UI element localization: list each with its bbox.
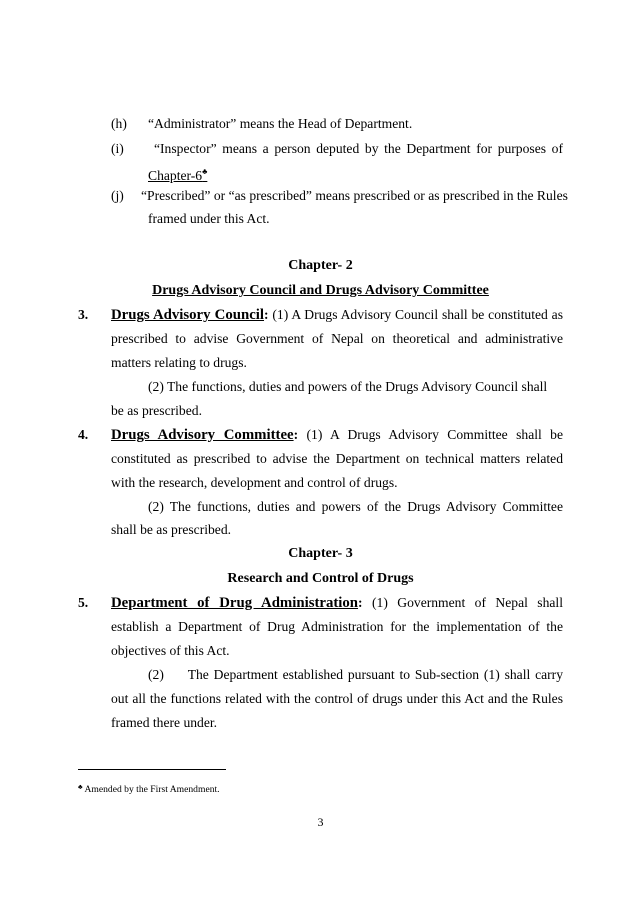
definition-j-text-line1: “Prescribed” or “as prescribed” means prescribed or as prescribed in the Rules xyxy=(141,188,568,203)
footnote-marker-icon: ♣ xyxy=(78,783,83,791)
section-5-line6: framed there under. xyxy=(111,715,218,730)
section-5-line5: out all the functions related with the control of drugs under this Act and the Rules xyxy=(111,691,563,706)
page-number: 3 xyxy=(317,815,324,829)
section-5-line2: establish a Department of Drug Administration for the implementation of the xyxy=(111,619,563,634)
section-4-line5: shall be as prescribed. xyxy=(111,522,232,537)
definition-j-text-line2: framed under this Act. xyxy=(148,211,270,226)
section-5-subsection-2: (2) The Department established pursuant to Sub-section (1) shall carry xyxy=(148,667,563,682)
section-3-number: 3. xyxy=(78,307,89,322)
chapter-3-heading: Chapter- 3 xyxy=(288,546,353,561)
section-5-title: Department of Drug Administration xyxy=(111,595,359,611)
section-3-subsection-2: (2) The functions, duties and powers of the Drugs Advisory Council shall xyxy=(148,379,548,394)
section-4-line3: with the research, development and control of drugs. xyxy=(111,475,398,490)
definition-j-label: (j) xyxy=(111,188,124,203)
section-3-line2: prescribed to advise Government of Nepal on theoretical and administrative xyxy=(111,331,563,346)
chapter-2-title: Drugs Advisory Council and Drugs Advisory Committee xyxy=(152,283,489,298)
section-5-number: 5. xyxy=(78,595,89,610)
section-3-line5: be as prescribed. xyxy=(111,403,202,418)
footnote-divider xyxy=(78,769,226,770)
section-4-line2: constituted as prescribed to advise the Department on technical matters related xyxy=(111,451,563,466)
definition-h-label: (h) xyxy=(111,116,127,131)
section-4-subsection-2: (2) The functions, duties and powers of the Drugs Advisory Committee xyxy=(148,499,563,514)
definition-i-chapter-ref: Chapter-6♣ xyxy=(148,167,208,183)
section-4-line1: Drugs Advisory Committee: (1) A Drugs Advisory Committee shall be xyxy=(111,427,563,443)
definition-i-label: (i) xyxy=(111,141,124,156)
definition-i-text: “Inspector” means a person deputed by the Department for purposes of xyxy=(154,141,563,156)
section-3-line1: Drugs Advisory Council: (1) A Drugs Advisory Council shall be constituted as xyxy=(111,307,563,323)
section-5-line3: objectives of this Act. xyxy=(111,643,230,658)
section-3-title: Drugs Advisory Council xyxy=(111,307,265,323)
chapter-2-heading: Chapter- 2 xyxy=(288,258,353,273)
section-5-line1: Department of Drug Administration: (1) Government of Nepal shall xyxy=(111,595,563,611)
footnote-marker-icon: ♣ xyxy=(202,167,208,176)
footnote: ♣ Amended by the First Amendment. xyxy=(78,783,220,795)
section-4-title: Drugs Advisory Committee xyxy=(111,427,294,443)
section-4-number: 4. xyxy=(78,427,89,442)
chapter-3-title: Research and Control of Drugs xyxy=(227,571,414,586)
definition-h-text: “Administrator” means the Head of Department. xyxy=(148,116,413,131)
section-3-line3: matters relating to drugs. xyxy=(111,355,247,370)
